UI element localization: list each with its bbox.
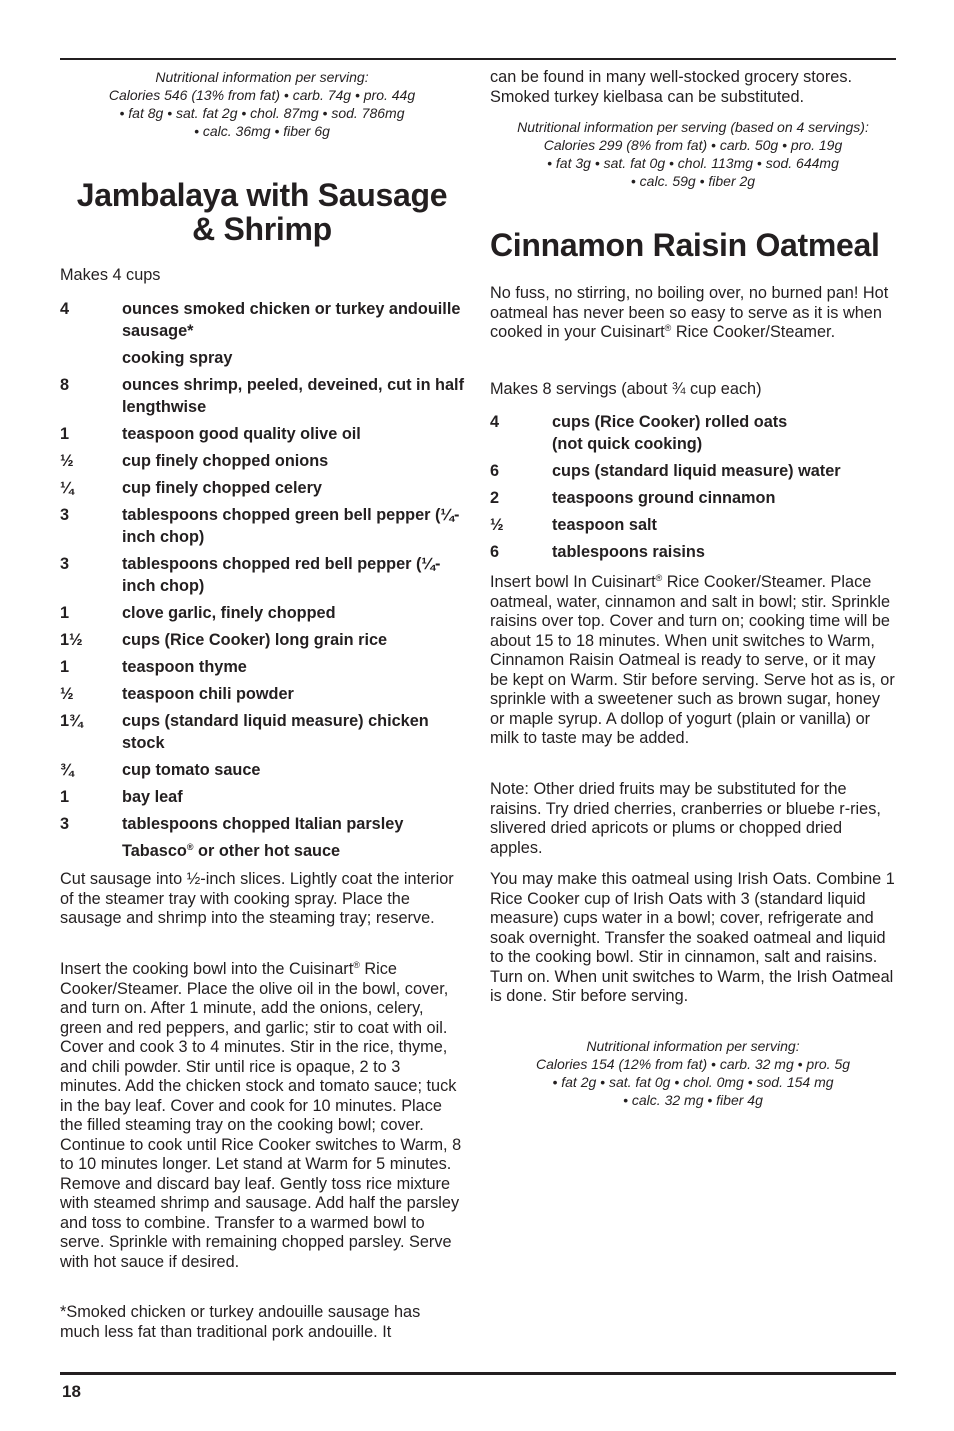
ingredient-text: cups (standard liquid measure) water bbox=[552, 462, 841, 480]
ingredient-row bbox=[60, 656, 464, 678]
ingredient-row bbox=[60, 629, 464, 651]
footnote: *Smoked chicken or turkey andouille sausage has much less fat than traditional pork andouille. It bbox=[60, 1303, 421, 1341]
ingredient-text: cups (standard liquid measure) chicken stock bbox=[122, 712, 429, 752]
ingredient-qty: 6 bbox=[490, 543, 500, 561]
page-number: 18 bbox=[62, 1382, 81, 1401]
ingredient-row bbox=[490, 487, 896, 509]
tabasco-label: Tabasco bbox=[122, 842, 187, 860]
nutrition-line: • fat 2g • sat. fat 0g • chol. 0mg • sod. 154 mg bbox=[552, 1074, 834, 1090]
ingredient-text: teaspoon good quality olive oil bbox=[122, 425, 361, 443]
registered-mark: ® bbox=[353, 960, 360, 970]
top-rule bbox=[60, 58, 896, 60]
ingredient-text: cups (Rice Cooker) long grain rice bbox=[122, 631, 388, 649]
ingredient-text bbox=[122, 840, 464, 862]
intro-text: Rice Cooker/Steamer. bbox=[671, 323, 836, 341]
ingredient-qty: 8 bbox=[60, 376, 70, 394]
ingredient-qty: ¼ bbox=[60, 479, 74, 497]
note-paragraph: Note: Other dried fruits may be substituted for the raisins. Try dried cherries, cranberries or bluebe r-ries, slivered dried apricots or plums or chopped dried apples. bbox=[490, 780, 881, 857]
nutrition-line: Calories 546 (13% from fat) • carb. 74g • pro. 44g bbox=[108, 87, 416, 103]
ingredient-qty: 1 bbox=[60, 658, 70, 676]
ingredient-text: tablespoons chopped red bell pepper (¼-inch chop) bbox=[122, 555, 441, 595]
ingredient-row bbox=[490, 411, 896, 455]
ingredient-row bbox=[60, 298, 464, 342]
ingredient-row bbox=[60, 450, 464, 472]
ingredient-qty: ¾ bbox=[60, 761, 74, 779]
nutrition-line: Nutritional information per serving: bbox=[155, 69, 369, 85]
nutrition-line: Nutritional information per serving: bbox=[586, 1038, 800, 1054]
ingredient-qty: 1¾ bbox=[60, 712, 83, 730]
ingredient-text: cup finely chopped onions bbox=[122, 452, 329, 470]
ingredient-row bbox=[60, 786, 464, 808]
ingredient-qty: 4 bbox=[60, 300, 70, 318]
recipe-title-jambalaya bbox=[60, 178, 464, 246]
ingredient-qty: ½ bbox=[60, 685, 74, 703]
ingredient-row bbox=[490, 541, 896, 563]
title-line: & Shrimp bbox=[192, 211, 332, 247]
intro-paragraph bbox=[490, 284, 896, 343]
registered-mark: ® bbox=[655, 573, 663, 583]
nutrition-line: • calc. 36mg • fiber 6g bbox=[194, 123, 330, 139]
ingredient-row bbox=[60, 683, 464, 705]
ingredient-text: teaspoon thyme bbox=[122, 658, 247, 676]
ingredient-text: teaspoon salt bbox=[552, 516, 657, 534]
registered-mark: ® bbox=[186, 842, 194, 852]
nutrition-line: • fat 8g • sat. fat 2g • chol. 87mg • sod. 786mg bbox=[119, 105, 405, 121]
ingredient-text: cooking spray bbox=[122, 349, 233, 367]
yield-text: Makes 8 servings (about ¾ cup each) bbox=[490, 380, 762, 398]
ingredient-text: ounces shrimp, peeled, deveined, cut in half lengthwise bbox=[122, 376, 464, 416]
method-text: Insert the cooking bowl into the Cuisinart bbox=[60, 960, 354, 978]
nutrition-line: Nutritional information per serving (based on 4 servings): bbox=[517, 119, 869, 135]
ingredient-row bbox=[60, 759, 464, 781]
ingredient-qty: 1 bbox=[60, 604, 70, 622]
ingredient-qty: 2 bbox=[490, 489, 500, 507]
ingredient-row bbox=[60, 477, 464, 499]
ingredient-qty: 3 bbox=[60, 815, 70, 833]
nutrition-line: • calc. 32 mg • fiber 4g bbox=[623, 1092, 763, 1108]
nutrition-info-oatmeal bbox=[490, 1037, 896, 1109]
nutrition-info-previous bbox=[60, 68, 464, 140]
ingredient-list bbox=[60, 298, 464, 862]
footnote-continued: can be found in many well-stocked grocery stores. Smoked turkey kielbasa can be substituted. bbox=[490, 68, 852, 106]
ingredient-row bbox=[60, 813, 464, 835]
method-text: Rice Cooker/Steamer. Place oatmeal, water, cinnamon and salt in bowl; stir. Sprinkle raisins over top. Cover and turn on; cooking time will be about 15 to 18 minutes. When unit switches to Warm, Cinnamon Raisin Oatmeal is ready to serve, or it may be kept on Warm. Stir before serving. Serve hot as is, or sprinkle with a sweetener such as brown sugar, honey or maple syrup. A dollop of yogurt (plain or vanilla) or milk to taste may be added. bbox=[490, 573, 895, 747]
ingredient-text: tablespoons raisins bbox=[552, 543, 705, 561]
method-paragraph bbox=[490, 573, 896, 749]
irish-oats-paragraph: You may make this oatmeal using Irish Oats. Combine 1 Rice Cooker cup of Irish Oats with 3 (standard liquid measure) cups water in a bowl; cover, refrigerate and soak overnight. Transfer the soaked oatmeal and liquid to the cooking bowl. Stir in cinnamon, salt and raisins. Turn on. When unit switches to Warm, the Irish Oatmeal is done. Stir before serving. bbox=[490, 870, 895, 1005]
ingredient-row bbox=[60, 423, 464, 445]
ingredient-row bbox=[60, 840, 464, 862]
nutrition-line: • fat 3g • sat. fat 0g • chol. 113mg • sod. 644mg bbox=[547, 155, 839, 171]
yield-text: Makes 4 cups bbox=[60, 266, 161, 284]
ingredient-text: clove garlic, finely chopped bbox=[122, 604, 336, 622]
intro-text: No fuss, no stirring, no boiling over, no burned pan! Hot oatmeal has never been so easy to serve as it is when cooked in your Cuisinart bbox=[490, 284, 889, 341]
ingredient-qty bbox=[60, 347, 122, 369]
ingredient-row bbox=[60, 504, 464, 548]
nutrition-line: • calc. 59g • fiber 2g bbox=[630, 173, 756, 189]
ingredient-text: teaspoon chili powder bbox=[122, 685, 294, 703]
nutrition-info-jambalaya bbox=[490, 118, 896, 190]
ingredient-qty: 1½ bbox=[60, 631, 83, 649]
ingredient-text: tablespoons chopped green bell pepper (¼-inch chop) bbox=[122, 506, 460, 546]
ingredient-row bbox=[60, 347, 464, 369]
ingredient-qty: 3 bbox=[60, 506, 70, 524]
ingredient-qty: 4 bbox=[490, 413, 500, 431]
ingredient-text: cups (Rice Cooker) rolled oats (not quick cooking) bbox=[552, 413, 788, 453]
ingredient-text: tablespoons chopped Italian parsley bbox=[122, 815, 404, 833]
bottom-rule bbox=[60, 1372, 896, 1375]
ingredient-row bbox=[60, 374, 464, 418]
ingredient-text: cup finely chopped celery bbox=[122, 479, 322, 497]
ingredient-row bbox=[60, 602, 464, 624]
ingredient-row bbox=[60, 710, 464, 754]
ingredient-text: teaspoons ground cinnamon bbox=[552, 489, 776, 507]
method-paragraph-2 bbox=[60, 960, 464, 1272]
ingredient-list bbox=[490, 411, 896, 563]
ingredient-row bbox=[490, 514, 896, 536]
method-text: Rice Cooker/Steamer. Place the olive oil in the bowl, cover, and turn on. After 1 minute, add the onions, celery, green and red peppers, and garlic; stir to coat with oil. Cover and cook 3 to 4 minutes. Stir in the rice, thyme, and chili powder. Stir until rice is opaque, 2 to 3 minutes. Add the chicken stock and tomato sauce; tuck in the bay leaf. Cover and cook for 10 minutes. Place the filled steaming tray on the cooking bowl; cover. Continue to cook until Rice Cooker switches to Warm, 8 to 10 minutes longer. Let stand at Warm for 5 minutes. Remove and discard bay leaf. Gently toss rice mixture with steamed shrimp and sausage. Add half the parsley and toss to combine. Transfer to a warmed bowl to serve. Sprinkle with remaining chopped parsley. Serve with hot sauce if desired. bbox=[60, 960, 462, 1271]
title-line: Jambalaya with Sausage bbox=[76, 177, 448, 213]
ingredient-qty: 6 bbox=[490, 462, 500, 480]
registered-mark: ® bbox=[664, 323, 672, 333]
ingredient-qty: ½ bbox=[490, 516, 504, 534]
ingredient-qty: 3 bbox=[60, 555, 70, 573]
ingredient-qty: 1 bbox=[60, 425, 70, 443]
tabasco-rest: or other hot sauce bbox=[193, 842, 341, 860]
method-text: Insert bowl In Cuisinart bbox=[490, 573, 656, 591]
recipe-title-oatmeal: Cinnamon Raisin Oatmeal bbox=[490, 227, 880, 263]
ingredient-row bbox=[490, 460, 896, 482]
ingredient-qty: 1 bbox=[60, 788, 70, 806]
ingredient-text: cup tomato sauce bbox=[122, 761, 261, 779]
nutrition-line: Calories 154 (12% from fat) • carb. 32 mg • pro. 5g bbox=[535, 1056, 851, 1072]
ingredient-qty bbox=[60, 840, 122, 862]
ingredient-row bbox=[60, 553, 464, 597]
ingredient-qty: ½ bbox=[60, 452, 74, 470]
nutrition-line: Calories 299 (8% from fat) • carb. 50g • pro. 19g bbox=[543, 137, 843, 153]
method-paragraph-1: Cut sausage into ½-inch slices. Lightly coat the interior of the steamer tray with cooking spray. Place the sausage and shrimp into the steaming tray; reserve. bbox=[60, 870, 454, 927]
ingredient-text: bay leaf bbox=[122, 788, 183, 806]
ingredient-text: ounces smoked chicken or turkey andouille sausage* bbox=[122, 300, 461, 340]
